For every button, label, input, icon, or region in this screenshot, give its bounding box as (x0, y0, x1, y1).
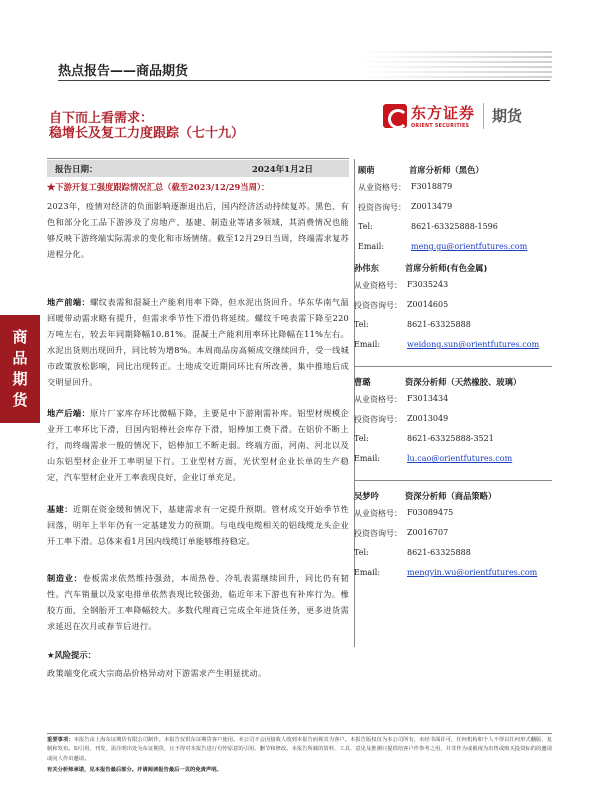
email-link[interactable]: lu.cao@orientfutures.com (407, 454, 513, 463)
analyst-name: 顾萌 (358, 165, 375, 175)
analyst-email: Email: weidong.sun@orientfutures.com (354, 340, 540, 349)
analyst-tel: Tel: 8621-63325888-3521 (354, 434, 494, 443)
risk-paragraph (47, 665, 349, 681)
paragraph-text: 原片厂家库存环比微幅下降，主要是中下游刚需补库。铝型材规模企业开工率环比下滑，目国内铝棒社会库存下滑，铝棒加工费下滑。在铝价不断上行，而终端需求一般的情况下，铝棒加工不断走弱。终端方面，河南、河北以及山东铝型材企业开工率明显下行。工业型材方面，光伏型材企业长单的生产稳定，汽车型材企业开工率表现良好，企业订单充足。 (47, 408, 349, 482)
analyst-email: Email: meng.gu@orientfutures.com (358, 242, 528, 251)
report-title-line2: 稳增长及复工力度跟踪（七十九） (49, 126, 245, 141)
analyst-qualification: 从业资格号： F3035243 (354, 280, 449, 290)
report-title-line1: 自下而上看需求： (49, 111, 154, 126)
report-type-header: 热点报告——商品期货 (58, 64, 189, 79)
paragraph-text: 卷板需求依然维持强劲，本周热卷、冷轧表需继续回升，同比仍有韧性。汽车销量以及家电排单依然表现比较强劲，临近年末下游也有补库行为。橡胶方面，全钢胎开工率降幅较大。多数代理商已完成全年进货任务，更多进货需求延迟在次月或春节后进行。 (47, 573, 349, 631)
company-logo (383, 102, 522, 129)
email-link[interactable]: meng.gu@orientfutures.com (411, 242, 528, 251)
paragraph-label: 地产前端： (47, 297, 91, 307)
real-estate-back-paragraph (47, 405, 349, 485)
analyst-qualification: 从业资格号： F3018879 (358, 182, 453, 192)
header-divider (58, 80, 550, 81)
analyst-tel: Tel: 8621-63325888 (354, 548, 471, 557)
logo-futures-label: 期货 (492, 107, 523, 125)
disclaimer-label: 重要事项： (47, 737, 74, 743)
date-band-border (47, 158, 349, 159)
email-link[interactable]: weidong.sun@orientfutures.com (407, 340, 540, 349)
risk-heading: ★风险提示： (47, 650, 96, 660)
analyst-divider (354, 480, 552, 481)
real-estate-front-paragraph (47, 294, 349, 390)
paragraph-label: 基建： (47, 504, 73, 514)
side-category-tab (0, 315, 40, 423)
disclaimer-text: 本报告由上海东证期货有限公司制作。本报告仅供东证期货客户使用。本公司不会因接收人收到本报告而视其为客户。本报告版权仅为本公司所有，未经书面许可，任何机构和个人不得以任何形式翻版、复制和发布。如引用、刊发，需注明出处为东证期货，且不得对本报告进行有悖原意的引用、删节和修改。本报告所载的资料、工具、意见及推测只提供给客户作参考之用，并非作为或被视为出售或购买投资标的的邀请或向人作出邀请。 (47, 737, 552, 762)
analyst-divider (354, 366, 552, 367)
intro-paragraph (47, 198, 349, 262)
header-decoration (360, 51, 552, 78)
footer-divider (47, 733, 552, 734)
report-date-value: 2024年1月2日 (252, 165, 313, 175)
analyst-name: 孙伟东 (354, 263, 379, 273)
analyst-qualification: 从业资格号： F03089475 (354, 508, 454, 518)
logo-separator (483, 103, 484, 129)
report-date-label: 报告日期： (55, 165, 98, 175)
analyst-consult-no: 投资咨询号： Z0013479 (358, 202, 453, 212)
analyst-name: 吴梦吟 (354, 491, 379, 501)
section-heading: ★下游开复工强度跟踪情况汇总（截至2023/12/29当周）： (47, 182, 270, 192)
side-tab-char: 货 (12, 391, 28, 409)
email-link[interactable]: mengyin.wu@orientfutures.com (407, 568, 538, 577)
paragraph-text: 2023年，疫情对经济的负面影响逐渐退出后，国内经济活动持续复苏。黑色、有色和部分化工品下游涉及了房地产、基建、制造业等诸多领域，其消费情况也能够反映下游终端实际需求的变化和市场情绪。截至12月29日当周，终端需求复苏进程分化。 (47, 201, 349, 259)
manufacturing-paragraph (47, 570, 349, 634)
analyst-consult-no: 投资咨询号： Z0013049 (354, 414, 449, 424)
analyst-consult-no: 投资咨询号： Z0016707 (354, 528, 449, 538)
side-tab-char: 品 (12, 349, 28, 367)
paragraph-text: 螺纹表需和混凝土产能利用率下降，但水泥出货回升。华东华南气温回暖带动需求略有提升，但需求季节性下滑仍将延续。螺纹千吨表需下降至220万吨左右，较去年同期降幅10.81%。混凝土产能利用率环比降幅在11%左右。水泥出货则出现回升，同比转为增8%。本周商品房高频成交继续回升，受一线城市政策放松影响，同比出现转正。土地成交近期同环比有所改善，集中推地后成交明显回升。 (47, 297, 349, 387)
analyst-tel: Tel: 8621-63325888 (354, 320, 471, 329)
analyst-role: 资深分析师（商品策略） (405, 491, 497, 501)
analyst-consult-no: 投资咨询号： Z0014605 (354, 300, 449, 310)
logo-name-en: ORIENT SECURITIES (411, 124, 470, 129)
analyst-role: 首席分析师(有色金属) (405, 263, 488, 273)
disclaimer (47, 736, 552, 764)
analyst-tel: Tel: 8621-63325888-1596 (358, 222, 498, 231)
side-tab-char: 期 (12, 370, 28, 388)
analyst-email: Email: mengyin.wu@orientfutures.com (354, 568, 538, 577)
report-date-row (47, 160, 349, 177)
logo-mark-icon (383, 104, 407, 128)
analyst-name: 曹璐 (354, 377, 371, 387)
analyst-email: Email: lu.cao@orientfutures.com (354, 454, 513, 463)
disclaimer-bottom-note: 有关分析师承诺，见本报告最后部分。并请阅读报告最后一页的免责声明。 (47, 767, 222, 773)
paragraph-label: 制造业： (47, 573, 83, 583)
logo-name-cn: 东方证券 (411, 104, 476, 122)
risk-text: 政策端变化或大宗商品价格异动对下游需求产生明显扰动。 (47, 668, 267, 678)
analyst-role: 首席分析师（黑色） (409, 165, 484, 175)
paragraph-label: 地产后端： (47, 408, 91, 418)
analyst-role: 资深分析师（天然橡胶、玻璃） (405, 377, 522, 387)
side-tab-char: 商 (12, 328, 28, 346)
analyst-qualification: 从业资格号： F3013434 (354, 394, 449, 404)
infrastructure-paragraph (47, 501, 349, 549)
paragraph-text: 近期在资金缓和情况下，基建需求有一定提升预期。管材成交开始季节性回落，明年上半年仍有一定基建发力的预期。与电线电缆相关的铝线缆龙头企业开工率下滑。总体来看1月国内线缆订单能够维持稳定。 (47, 504, 349, 546)
